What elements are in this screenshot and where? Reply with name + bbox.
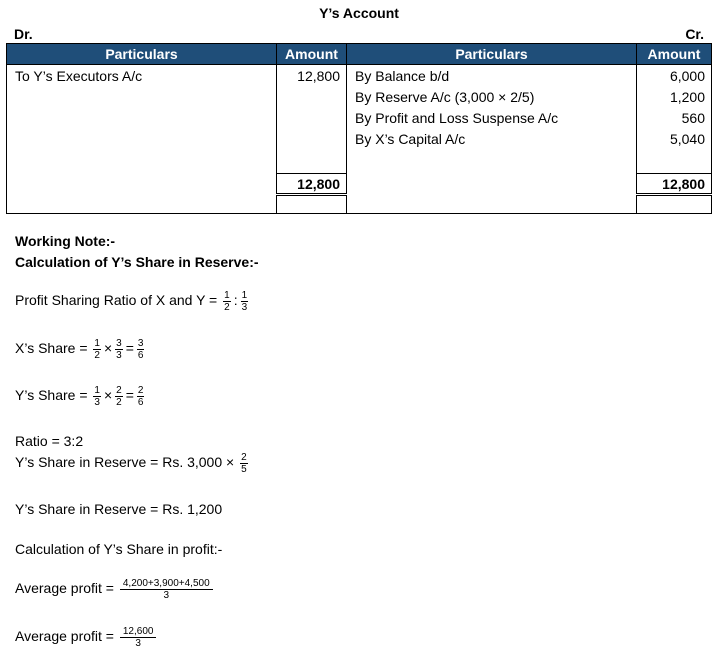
credit-entry-particular: By Reserve A/c (3,000 × 2/5) [355,89,535,105]
reserve-share-line [15,452,250,475]
account-title: Y’s Account [319,5,399,21]
credit-entry-particular: By Profit and Loss Suspense A/c [355,110,559,126]
credit-entry-amount: 5,040 [669,131,705,147]
debit-label: Dr. [14,26,33,42]
reserve-share-result: Y’s Share in Reserve = Rs. 1,200 [15,501,223,517]
credit-entry-amount: 6,000 [669,68,705,84]
credit-total: 12,800 [662,176,705,192]
debit-amount-cell [277,65,347,174]
credit-total-cell [637,174,712,195]
psr-label: Profit Sharing Ratio of X and Y = [15,292,218,309]
ledger-closing-row [7,195,712,214]
equals-sign: = [125,340,134,357]
ledger-header-row [7,44,712,65]
debit-entry-particular: To Y’s Executors A/c [15,68,143,84]
debit-particulars-cell [7,65,277,174]
y-share-label: Y’s Share = [15,387,88,404]
debit-total-cell [277,174,347,195]
debit-total: 12,800 [297,176,340,192]
fraction: $\frac{1}{3}$ [241,290,248,313]
x-share-label: X’s Share = [15,340,88,357]
ratio-line: Ratio = 3:2 [15,433,84,449]
ratio-colon: : [233,292,238,309]
debit-entry-amount: 12,800 [297,68,340,84]
multiply-sign: × [103,387,113,404]
fraction: $\frac{1}{3}$ [94,385,100,408]
credit-entry-amount: 1,200 [669,89,705,105]
credit-total-spacer [347,174,637,195]
debit-amount-header: Amount [277,44,347,65]
fraction: $\frac{2}{2}$ [116,385,122,408]
average-profit-label: Average profit = [15,580,114,597]
reserve-calc-heading: Calculation of Y’s Share in Reserve:- [15,254,259,270]
ledger-body-row [7,65,712,174]
credit-entry-particular: By X’s Capital A/c [355,131,466,147]
credit-amount-cell [637,65,712,174]
debit-particulars-header: Particulars [7,44,277,65]
debit-total-spacer [7,174,277,195]
credit-particulars-cell [347,65,637,174]
x-share-line [15,338,146,361]
average-profit-line [15,626,158,649]
credit-label: Cr. [685,26,704,42]
fraction: $\frac{2}{5}$ [241,452,247,475]
ledger-total-row [7,174,712,195]
profit-sharing-ratio-line [15,290,250,313]
average-profit-label: Average profit = [15,628,114,645]
average-profit-line [15,578,215,601]
fraction: $\frac{1}{2}$ [94,338,100,361]
fraction: $\frac{1}{2}$ [224,290,230,313]
credit-amount-header: Amount [637,44,712,65]
reserve-share-label: Y’s Share in Reserve = Rs. 3,000 × [15,454,235,471]
fraction: $\frac{3}{6}$ [137,338,144,361]
fraction: $\frac{4,200+3,900+4,500}{3}$ [120,578,213,601]
y-share-line [15,385,146,408]
credit-particulars-header: Particulars [347,44,637,65]
profit-calc-heading: Calculation of Y’s Share in profit:- [15,541,223,557]
working-note-heading: Working Note:- [15,233,116,249]
credit-entry-particular: By Balance b/d [355,68,450,84]
fraction: $\frac{2}{6}$ [137,385,144,408]
fraction: $\frac{12,600}{3}$ [120,626,157,649]
equals-sign: = [125,387,134,404]
multiply-sign: × [103,340,113,357]
credit-entry-amount: 560 [681,110,705,126]
fraction: $\frac{3}{3}$ [116,338,122,361]
ledger-table [6,43,712,214]
